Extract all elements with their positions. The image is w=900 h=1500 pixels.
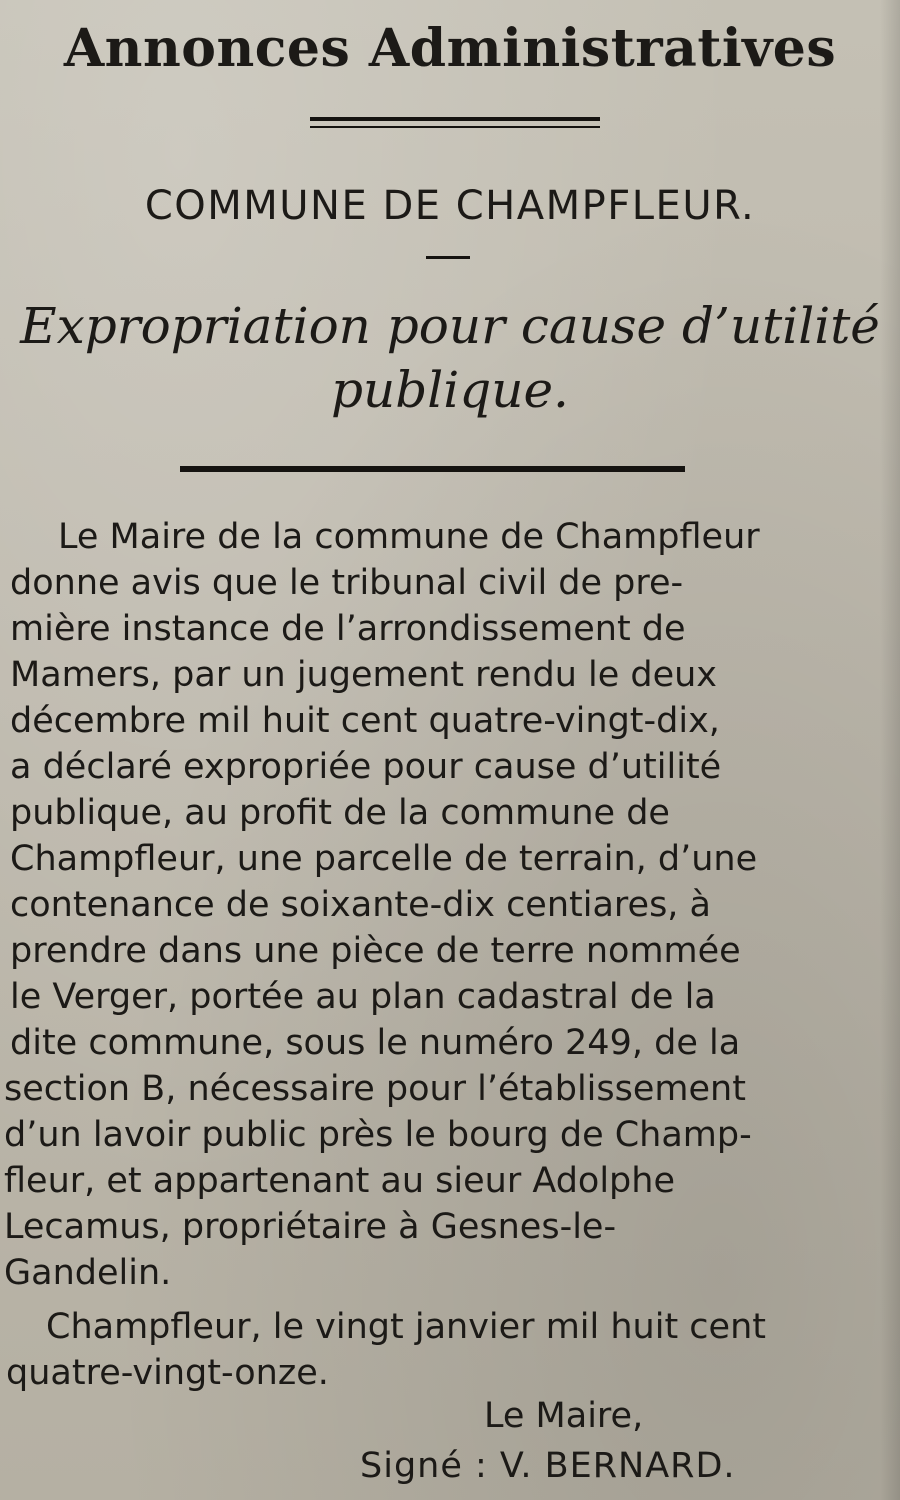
body-line: Lecamus, propriétaire à Gesnes-le-: [4, 1207, 617, 1247]
body-line: section B, nécessaire pour l’établissement: [4, 1069, 746, 1109]
commune-title: COMMUNE DE CHAMPFLEUR.: [144, 183, 756, 229]
body-line: publique, au profit de la commune de: [10, 793, 670, 833]
body-line: mière instance de l’arrondissement de: [10, 609, 686, 649]
body-line: contenance de soixante-dix centiares, à: [10, 885, 712, 925]
heading-rule-thin: [310, 126, 600, 128]
section-heading: Annonces Administratives: [63, 18, 837, 79]
body-line: le Verger, portée au plan cadastral de la: [10, 977, 716, 1017]
subtitle-line-2: publique.: [331, 361, 569, 419]
body-line: dite commune, sous le numéro 249, de la: [10, 1023, 741, 1063]
notice-subtitle: [0, 294, 900, 422]
body-line: Champfleur, une parcelle de terrain, d’une: [10, 839, 758, 879]
body-line: prendre dans une pièce de terre nommée: [10, 931, 741, 971]
body-line: décembre mil huit cent quatre-vingt-dix,: [10, 701, 720, 741]
body-line: Gandelin.: [4, 1253, 172, 1293]
body-line: a déclaré expropriée pour cause d’utilité: [10, 747, 722, 787]
subtitle-line-1: Expropriation pour cause d’utilité: [20, 297, 880, 355]
heading-rule-thick: [310, 117, 600, 121]
subtitle-rule: [180, 466, 685, 472]
closing-line: Champfleur, le vingt janvier mil huit cent: [46, 1307, 766, 1347]
signature-name: Signé : V. BERNARD.: [360, 1446, 736, 1486]
body-line: fleur, et appartenant au sieur Adolphe: [4, 1161, 675, 1201]
body-line: d’un lavoir public près le bourg de Champ-: [4, 1115, 752, 1155]
body-line: Le Maire de la commune de Champfleur: [58, 517, 760, 557]
page-edge-shadow: [880, 0, 900, 1500]
signature-title: Le Maire,: [484, 1396, 644, 1436]
short-divider: [426, 256, 470, 259]
body-line: donne avis que le tribunal civil de pre-: [10, 563, 684, 603]
body-line: Mamers, par un jugement rendu le deux: [10, 655, 718, 695]
closing-line: quatre-vingt-onze.: [6, 1353, 329, 1393]
